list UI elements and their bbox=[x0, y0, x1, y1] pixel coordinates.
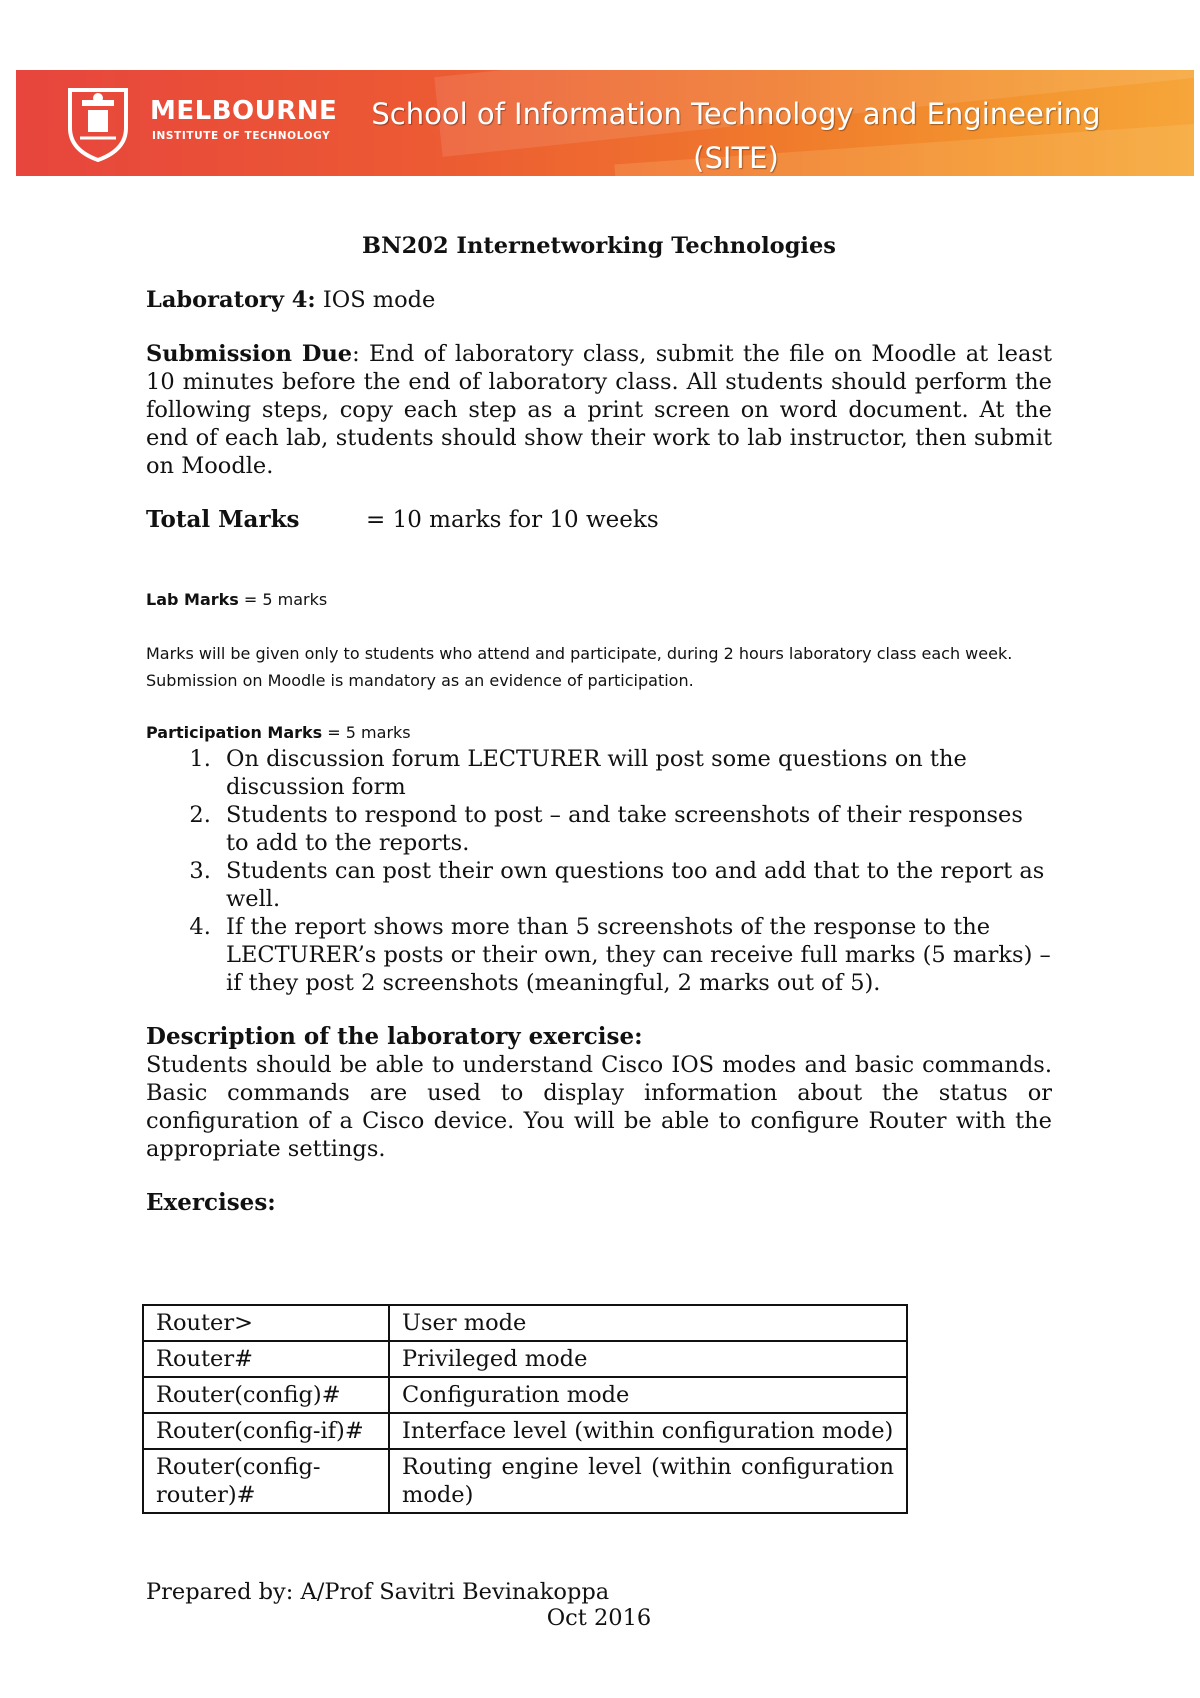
participation-list bbox=[146, 745, 1052, 997]
description-heading: Description of the laboratory exercise: bbox=[146, 1023, 643, 1050]
school-name-line2: (SITE) bbox=[693, 141, 779, 175]
list-item: 3. Students can post their own questions too and add that to the report as well. bbox=[218, 857, 1052, 913]
marks-note-attendance: Marks will be given only to students who attend and participate, during 2 hours laboratory class each week. bbox=[146, 644, 1013, 663]
submission-label: Submission Due bbox=[146, 341, 353, 367]
mode-cell: User mode bbox=[389, 1305, 907, 1341]
prompt-cell: Router(config)# bbox=[143, 1377, 389, 1413]
prompt-cell: Router> bbox=[143, 1305, 389, 1341]
table-row bbox=[143, 1341, 907, 1377]
mode-cell: Routing engine level (within configuration mode) bbox=[389, 1449, 907, 1513]
list-item: 2. Students to respond to post – and take screenshots of their responses to add to the reports. bbox=[218, 801, 1052, 857]
lab-marks-value: = 5 marks bbox=[238, 590, 328, 609]
list-item: 4. If the report shows more than 5 screenshots of the response to the LECTURER’s posts or their own, they can receive full marks (5 marks) – if they post 2 screenshots (meaningful, 2 marks out of 5). bbox=[218, 913, 1052, 997]
total-marks-value: = 10 marks for 10 weeks bbox=[366, 507, 659, 533]
school-name-line1: School of Information Technology and Engineering bbox=[371, 97, 1101, 131]
table-row bbox=[143, 1413, 907, 1449]
lab-label: Laboratory 4: bbox=[146, 287, 316, 313]
prompt-cell: Router(config-if)# bbox=[143, 1413, 389, 1449]
table-row bbox=[143, 1377, 907, 1413]
participation-marks-value: = 5 marks bbox=[322, 723, 411, 742]
mode-cell: Configuration mode bbox=[389, 1377, 907, 1413]
document-date: Oct 2016 bbox=[546, 1605, 652, 1631]
table-row bbox=[143, 1305, 907, 1341]
table-row bbox=[143, 1449, 907, 1513]
marks-note-submission: Submission on Moodle is mandatory as an evidence of participation. bbox=[146, 671, 694, 690]
submission-text: : End of laboratory class, submit the file on Moodle at least 10 minutes before the end of laboratory class. All students should perform the following steps, copy each step as a print screen on word document. At the end of each lab, students should show their work to lab instructor, then submit on Moodle. bbox=[146, 341, 1052, 479]
participation-marks-line bbox=[146, 721, 1052, 745]
lab-line bbox=[146, 286, 1052, 314]
lab-marks-line bbox=[146, 586, 1052, 613]
prompt-cell: Router# bbox=[143, 1341, 389, 1377]
mode-cell: Interface level (within configuration mode) bbox=[389, 1413, 907, 1449]
school-name bbox=[356, 92, 1116, 176]
document-body bbox=[146, 232, 1052, 1217]
institute-name: MELBOURNE bbox=[150, 96, 338, 126]
institute-subtitle: INSTITUTE OF TECHNOLOGY bbox=[152, 130, 331, 142]
institute-crest-logo bbox=[66, 84, 130, 162]
description-text: Students should be able to understand Cisco IOS modes and basic commands. Basic commands are used to display information about the status or configuration of a Cisco device. You will be able to configure Router with the appropriate settings. bbox=[146, 1052, 1052, 1162]
participation-marks-label: Participation Marks bbox=[146, 723, 323, 742]
list-item: 1. On discussion forum LECTURER will post some questions on the discussion form bbox=[218, 745, 1052, 801]
header-banner bbox=[16, 70, 1194, 176]
mode-cell: Privileged mode bbox=[389, 1341, 907, 1377]
course-title: BN202 Internetworking Technologies bbox=[362, 233, 836, 259]
lab-marks-label: Lab Marks bbox=[146, 590, 239, 609]
total-marks-label: Total Marks bbox=[146, 506, 300, 533]
total-marks-row bbox=[146, 506, 1052, 534]
ios-modes-table bbox=[142, 1304, 908, 1514]
submission-paragraph bbox=[146, 340, 1052, 480]
prompt-cell: Router(config-router)# bbox=[143, 1449, 389, 1513]
lab-value: IOS mode bbox=[315, 287, 436, 313]
prepared-by: Prepared by: A/Prof Savitri Bevinakoppa bbox=[146, 1579, 610, 1605]
exercises-heading: Exercises: bbox=[146, 1189, 276, 1216]
